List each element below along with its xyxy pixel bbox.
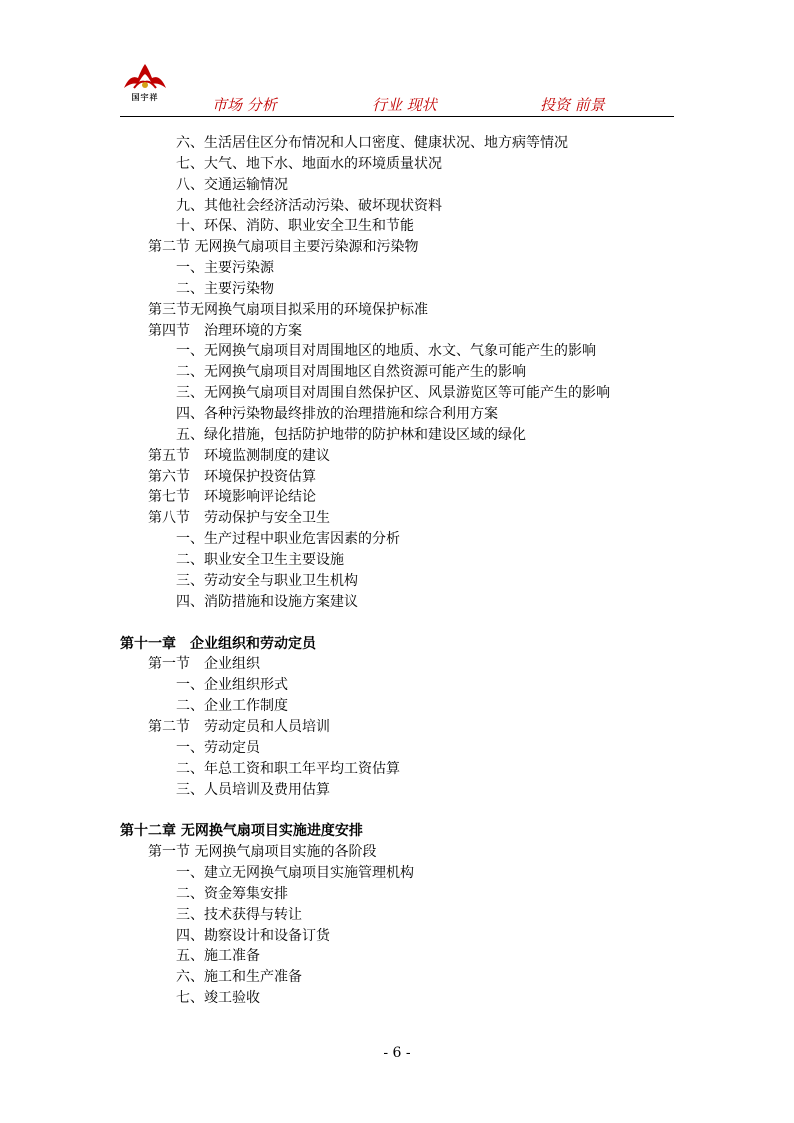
header-tag-market: 市场 分析 — [212, 96, 277, 114]
toc-item: 十、环保、消防、职业安全卫生和节能 — [176, 218, 414, 234]
logo-text: 国宇祥 — [131, 93, 159, 102]
toc-section: 第三节无网换气扇项目拟采用的环境保护标准 — [148, 302, 428, 318]
toc-section: 第六节 环境保护投资估算 — [148, 469, 316, 485]
toc-item: 四、勘察设计和设备订货 — [176, 928, 330, 944]
toc-item: 一、企业组织形式 — [176, 677, 288, 693]
toc-item: 七、大气、地下水、地面水的环境质量状况 — [176, 156, 442, 172]
toc-item: 四、消防措施和设施方案建议 — [176, 594, 358, 610]
toc-section: 第八节 劳动保护与安全卫生 — [148, 510, 330, 526]
toc-item: 一、生产过程中职业危害因素的分析 — [176, 531, 400, 547]
toc-section: 第二节 劳动定员和人员培训 — [148, 719, 330, 735]
toc-section: 第二节 无网换气扇项目主要污染源和污染物 — [148, 239, 419, 255]
toc-item: 一、无网换气扇项目对周围地区的地质、水文、气象可能产生的影响 — [176, 343, 596, 359]
toc-item: 一、建立无网换气扇项目实施管理机构 — [176, 865, 414, 881]
toc-item: 二、职业安全卫生主要设施 — [176, 552, 344, 568]
toc-item: 三、无网换气扇项目对周围自然保护区、风景游览区等可能产生的影响 — [176, 385, 610, 401]
toc-section: 第五节 环境监测制度的建议 — [148, 448, 330, 464]
toc-item: 二、无网换气扇项目对周围地区自然资源可能产生的影响 — [176, 364, 526, 380]
company-logo — [120, 60, 170, 106]
toc-item: 五、施工准备 — [176, 948, 260, 964]
toc-item: 三、人员培训及费用估算 — [176, 782, 330, 798]
toc-section: 第一节 无网换气扇项目实施的各阶段 — [148, 844, 377, 860]
toc-item: 八、交通运输情况 — [176, 177, 288, 193]
toc-item: 六、施工和生产准备 — [176, 969, 302, 985]
toc-item: 二、年总工资和职工年平均工资估算 — [176, 761, 400, 777]
toc-item: 一、劳动定员 — [176, 740, 260, 756]
toc-item: 五、绿化措施，包括防护地带的防护林和建设区域的绿化 — [176, 427, 526, 443]
toc-item: 六、生活居住区分布情况和人口密度、健康状况、地方病等情况 — [176, 135, 568, 151]
toc-item: 二、资金筹集安排 — [176, 886, 288, 902]
toc-section: 第一节 企业组织 — [148, 656, 260, 672]
logo-emblem-icon — [120, 60, 170, 92]
toc-item: 四、各种污染物最终排放的治理措施和综合利用方案 — [176, 406, 498, 422]
toc-item: 三、劳动安全与职业卫生机构 — [176, 573, 358, 589]
header-tag-investment: 投资 前景 — [540, 96, 605, 114]
toc-item: 七、竣工验收 — [176, 990, 260, 1006]
toc-section: 第七节 环境影响评论结论 — [148, 489, 316, 505]
toc-item: 二、企业工作制度 — [176, 698, 288, 714]
header-divider — [120, 116, 674, 117]
toc-item: 九、其他社会经济活动污染、破坏现状资料 — [176, 198, 442, 214]
toc-item: 一、主要污染源 — [176, 260, 274, 276]
toc-chapter: 第十一章 企业组织和劳动定员 — [120, 636, 316, 652]
toc-section: 第四节 治理环境的方案 — [148, 323, 302, 339]
header-tag-industry: 行业 现状 — [372, 96, 437, 114]
toc-chapter: 第十二章 无网换气扇项目实施进度安排 — [120, 823, 363, 839]
toc-item: 二、主要污染物 — [176, 281, 274, 297]
page-number: - 6 - — [383, 1045, 411, 1061]
toc-item: 三、技术获得与转让 — [176, 907, 302, 923]
